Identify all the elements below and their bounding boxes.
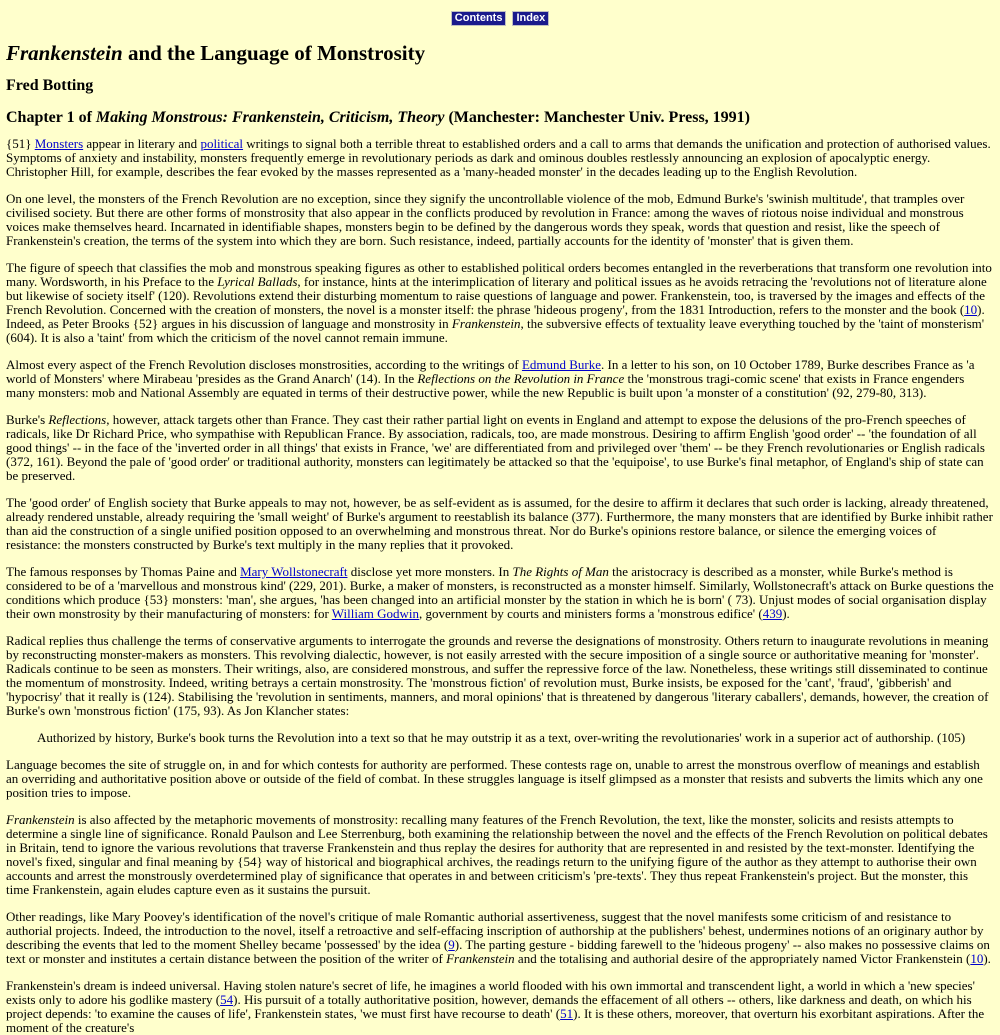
text: , however, attack targets other than France. They cast their rather partial light on events in England and attempt to expose the delusions of the pro-French speeches of radicals, like Dr Richard Price, who sympathise with Republican France. By association, radicals, too, are made monstrous. Desiring to affirm English 'good order' -- 'the foundation of all good things' -- in the face of the 'inverted order in all things' that exists in France, 'we' are differentiated from and privileged over 'them' -- be they French revolutionaries or English radicals (372, 161). Beyond the pale of 'good order' or traditional authority, monsters can legitimately be attacked so that the 'equipoise', to use Burke's final metaphor, of England's ship of state can be preserved. <box>6 412 985 483</box>
link-note-51[interactable]: 51 <box>560 1006 574 1021</box>
italic-title: Frankenstein <box>451 316 521 331</box>
link-political[interactable]: political <box>200 136 244 151</box>
link-monsters[interactable]: Monsters <box>34 136 84 151</box>
link-note-439[interactable]: 439 <box>762 606 783 621</box>
text: the aristocracy is described as a monster, while Burke's method is considered to be of a 'marvellous and monstrous kind' (229, 201). Burke, a maker of monsters, is reconstructed as a monster himself. Similarly, Wollstonecraft's attack on Burke questions the conditions which produce {53} monsters: 'man', she argues, 'has been changed into an artificial monster by the station in which he is born' ( 73). Unjust modes of social organisation display their own monstrosity by their manufacturing of monsters: for <box>6 564 994 621</box>
paragraph-9: Language becomes the site of struggle on, in and for which contests for authority are performed. These contests rage on, unable to arrest the monstrous overflow of meanings and establish an overriding and authoritative position above or outside of the field of combat. In these struggles language is itself glimpsed as a monster that resists and subverts the limits which any one position tries to impose. <box>6 757 983 800</box>
text: ). <box>782 606 790 621</box>
paragraph-10 <box>6 813 994 897</box>
link-note-10[interactable]: 10 <box>964 302 978 317</box>
chapter-book-title: Making Monstrous: Frankenstein, Criticism, Theory <box>95 109 445 126</box>
block-quote: Authorized by history, Burke's book turns the Revolution into a text so that he may outstrip it as a text, over-writing the revolutionaries' work in a superior act of authorship. (105) <box>37 730 966 745</box>
text: ). Indeed, as Peter Brooks {52} argues in his discussion of language and monstrosity in <box>6 302 985 331</box>
paragraph-8: Radical replies thus challenge the terms of conservative arguments to interrogate the grounds and reverse the designations of monstrosity. Others return to inaugurate revolutions in meaning by reconstructing monster-makers as monsters. This revolving dialectic, however, is not easily arrested with the secure imposition of a single source or authoritative meaning for 'monster'. Radicals continue to be seen as monsters. Their writings, also, are considered monstrous, and suffer the repressive force of the law. Nonetheless, these writings still disseminated to continue the momentum of monstrosity. Indeed, writing betrays a certain monstrosity. The 'monstrous fiction' of revolution must, Burke insists, be exposed for the 'cant', 'fraud', 'gibberish' and 'hypocrisy' that it really is (124). Stabilising the 'revolution in sentiments, manners, and moral opinions' that is threatened by dangerous 'literary caballers', demands, however, the creation of Burke's own 'monstrous fiction' (175, 93). As Jon Klancher states: <box>6 633 989 718</box>
link-note-10[interactable]: 10 <box>970 951 984 966</box>
text: the 'monstrous tragi-comic scene' that exists in France engenders many monsters: mob and National Assembly are equated in terms of their destructive power, while the new Republic is built upon 'a monster of a constitution' (92, 279-80, 313). <box>6 371 965 400</box>
chapter-suffix: (Manchester: Manchester Univ. Press, 1991) <box>444 109 751 126</box>
paragraph-4 <box>6 358 994 400</box>
italic-title: Reflections <box>48 412 107 427</box>
title-italic: Frankenstein <box>6 41 123 65</box>
paragraph-7 <box>6 565 994 621</box>
text: appear in literary and <box>83 136 201 151</box>
text: , government by courts and ministers forms a 'monstrous edifice' ( <box>419 606 763 621</box>
chapter-prefix: Chapter 1 of <box>6 109 96 126</box>
italic-title: Frankenstein <box>6 812 75 827</box>
text: ). The parting gesture - bidding farewell to the 'hideous progeny' -- also makes no possessive claims on text or monster and institutes a certain distance between the position of the writer of <box>6 937 990 966</box>
text: The figure of speech that classifies the mob and monstrous speaking figures as other to established political orders becomes entangled in the reverberations that transform one revolution into many. Wordsworth, in his Preface to the <box>6 260 992 289</box>
text: ). <box>983 951 991 966</box>
paragraph-11 <box>6 910 994 966</box>
text: Frankenstein's dream is indeed universal. Having stolen nature's secret of life, he imagines a world flooded with his own immortal and transcendent light, a world in which a 'new species' exists only to adore his godlike mastery ( <box>6 978 975 1007</box>
text: , the subversive effects of textuality leave everything touched by the 'taint of monsterism' (604). It is also a 'taint' from which the criticism of the novel cannot remain immune. <box>6 316 985 345</box>
italic-title: Lyrical Ballads <box>217 274 298 289</box>
italic-title: The Rights of Man <box>512 564 609 579</box>
text: . In a letter to his son, on 10 October 1789, Burke describes France as 'a world of Monsters' where Mirabeau 'presides as the Grand Anarch' (14). In the <box>6 357 975 386</box>
page-title <box>6 41 994 65</box>
text: and the totalising and authorial desire of the appropriately named Victor Frankenstein ( <box>514 951 971 966</box>
text: Burke's <box>6 412 49 427</box>
link-william-godwin[interactable]: William Godwin <box>331 606 420 621</box>
author-name: Fred Botting <box>6 77 94 94</box>
top-nav <box>6 0 994 23</box>
paragraph-2: On one level, the monsters of the French Revolution are no exception, since they signify the uncontrollable violence of the mob, Edmund Burke's 'swinish multitude', that tramples over civilised society. But there are other forms of monstrosity that also appear in the conflicts produced by revolution in France: among the waves of riotous noise individual and monstrous voices make themselves heard. Incarnated in identifiable shapes, monsters begin to be defined by the dangerous words they speak, words that question and resist, like the speech of Frankenstein's creation, the terms of the system into which they are born. Such resistance, indeed, partially accounts for the identity of 'monster' that is given them. <box>6 191 965 248</box>
link-note-54[interactable]: 54 <box>220 992 234 1007</box>
link-note-9[interactable]: 9 <box>448 937 455 952</box>
text: , for instance, hints at the interimplication of literary and political issues as he avoids retracing the 'revolutions not of literature alone but likewise of society itself' (120). Revolutions extend their disturbing momentum to raise questions of language and power. Frankenstein, too, is traversed by the images and effects of the French Revolution. Concerned with the creation of monsters, the novel is a monster itself: the phrase 'hideous progeny', from the 1831 Introduction, refers to the monster and the book ( <box>6 274 987 317</box>
text: Other readings, like Mary Poovey's identification of the novel's critique of male Romantic authorial assertiveness, suggest that the novel manifests some criticism of and resistance to authorial projects. Indeed, the introduction to the novel, itself a retroactive and self-effacing inscription of authorship at the publishers' behest, undermines notions of an originary author by describing the events that led to the moment Shelley became 'possessed' by the idea ( <box>6 909 984 952</box>
paragraph-3 <box>6 261 994 345</box>
text: Almost every aspect of the French Revolution discloses monstrosities, according to the writings of <box>6 357 522 372</box>
text: ). It is these others, moreover, that overturn his exorbitant aspirations. After the moment of the creature's <box>6 1006 985 1035</box>
italic-title: Frankenstein <box>446 951 515 966</box>
text: disclose yet more monsters. In <box>347 564 513 579</box>
italic-title: Reflections on the Revolution in France <box>417 371 625 386</box>
paragraph-6: The 'good order' of English society that Burke appeals to may not, however, be as self-evident as is assumed, for the desire to affirm it declares that such order is lacking, already threatened, already rendered unstable, already requiring the 'small weight' of Burke's argument to reestablish its balance (377). Furthermore, the many monsters that are identified by Burke inhibit rather than aid the construction of a single unified position opposed to an overwhelming and monstrous threat. Nor do Burke's opinions restore balance, or silence the emerging voices of resistance: the monsters constructed by Burke's text multiply in the many replies that it provoked. <box>6 495 993 552</box>
title-rest: and the Language of Monstrosity <box>122 41 426 65</box>
paragraph-1 <box>6 137 994 179</box>
index-button[interactable]: Index <box>512 11 549 26</box>
text: is also affected by the metaphoric movements of monstrosity: recalling many features of the French Revolution, the text, like the monster, solicits and resists attempts to determine a single line of significance. Ronald Paulson and Lee Sterrenburg, both examining the relationship between the novel and the effects of the French Revolution on political debates in Britain, tend to ignore the various revolutions that traverse Frankenstein and thus replay the desires for authority that are represented in and resisted by the text-monster. Identifying the novel's fixed, singular and final meaning by {54} way of historical and biographical archives, the readings return to the unifying figure of the author as they attempt to authorise their own accounts and arrest the monstrously overdetermined play of significance that operates in and between criticism's 'pre-texts'. They thus repeat Frankenstein's project. But the monster, this time Frankenstein, again eludes capture even as it sustains the pursuit. <box>6 812 988 897</box>
text: {51} <box>6 136 35 151</box>
paragraph-12 <box>6 979 994 1035</box>
text: The famous responses by Thomas Paine and <box>6 564 241 579</box>
text: ). His pursuit of a totally authoritative position, however, demands the effacement of all others -- others, like darkness and death, on which his project depends: 'to examine the causes of life', Frankenstein states, 'we must first have recourse to death' ( <box>6 992 972 1021</box>
link-mary-wollstonecraft[interactable]: Mary Wollstonecraft <box>240 564 348 579</box>
paragraph-5 <box>6 413 994 483</box>
contents-button[interactable]: Contents <box>451 11 507 26</box>
text: writings to signal both a terrible threat to established orders and a call to arms that demands the unification and protection of authorised values. Symptoms of anxiety and instability, monsters frequently emerge in revolutionary periods as dark and ominous doubles restlessly announcing an explosion of apocalyptic energy. Christopher Hill, for example, describes the fear evoked by the masses represented as a 'many-headed monster' in the decades leading up to the English Revolution. <box>6 136 991 179</box>
link-edmund-burke[interactable]: Edmund Burke <box>521 357 602 372</box>
chapter-heading <box>6 108 994 128</box>
